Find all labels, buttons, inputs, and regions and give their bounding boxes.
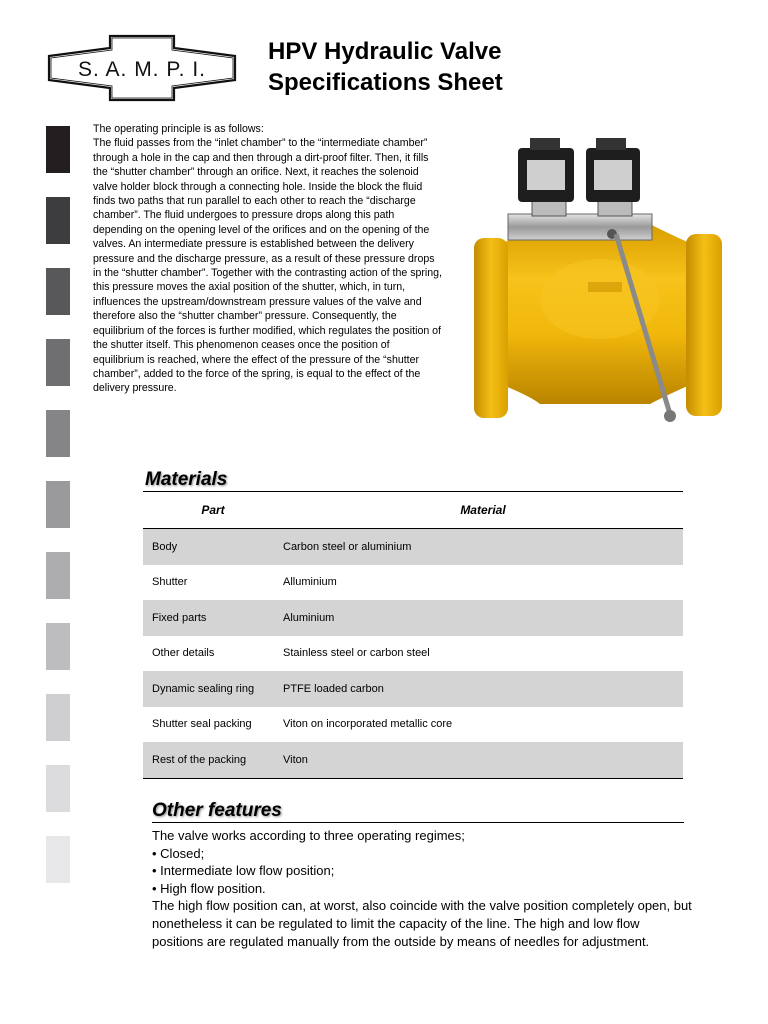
side-stripe (46, 623, 70, 670)
table-header-row (143, 492, 683, 529)
table-row (143, 671, 683, 707)
col-part-header: Part (143, 492, 283, 529)
side-stripe (46, 268, 70, 315)
table-row (143, 742, 683, 778)
logo-text: S. A. M. P. I. (78, 58, 206, 81)
side-stripe (46, 765, 70, 812)
table-row (143, 600, 683, 636)
features-rule (152, 822, 684, 823)
part-cell: Body (143, 529, 283, 565)
valve-image (470, 134, 726, 430)
table-row (143, 707, 683, 743)
side-stripe (46, 836, 70, 883)
features-closing: The high flow position can, at worst, also coincide with the valve position completely open, but nonetheless it can be regulated to limit the capacity of the line. The high and low flow positions are regulated manually from the outside by means of needles for adjustment. (152, 898, 692, 949)
features-item-closed: • Closed; (152, 845, 205, 861)
col-material-header: Material (283, 492, 683, 529)
side-stripe (46, 339, 70, 386)
features-item-high-flow: • High flow position. (152, 880, 266, 896)
features-item-low-flow: • Intermediate low flow position; (152, 863, 335, 879)
table-row (143, 529, 683, 565)
material-cell: Aluminium (283, 600, 683, 636)
table-row (143, 636, 683, 672)
title-line-1: HPV Hydraulic Valve (268, 38, 502, 65)
table-row (143, 565, 683, 601)
material-cell: Viton (283, 742, 683, 778)
side-stripe (46, 694, 70, 741)
side-stripes (46, 126, 70, 907)
part-cell: Other details (152, 647, 215, 660)
materials-heading: Materials (145, 469, 228, 490)
intro-heading: The operating principle is as follows: (93, 123, 264, 135)
materials-table (143, 492, 683, 779)
sampi-logo (46, 34, 238, 102)
part-cell: Rest of the packing (143, 742, 283, 778)
title-line-2: Specifications Sheet (268, 69, 503, 96)
material-cell: PTFE loaded carbon (283, 671, 683, 707)
page-title (268, 36, 503, 98)
features-intro: The valve works according to three operating regimes; (152, 828, 465, 843)
part-cell: Shutter seal packing (152, 718, 252, 731)
material-cell: Stainless steel or carbon steel (283, 647, 430, 660)
material-cell: Carbon steel or aluminium (283, 529, 683, 565)
other-features-text (152, 827, 692, 950)
operating-principle-text (93, 122, 443, 396)
material-cell: Viton on incorporated metallic core (283, 718, 453, 731)
side-stripe (46, 197, 70, 244)
part-cell: Dynamic sealing ring (143, 671, 283, 707)
features-heading: Other features (152, 800, 282, 821)
side-stripe (46, 126, 70, 173)
material-cell: Alluminium (283, 576, 337, 589)
intro-body: The fluid passes from the “inlet chamber” to the “intermediate chamber” through a hole in the cap and then through a dirt-proof filter. Then, it fills the “shutter chamber” through an orifice. Next, it reaches the solenoid valve holder block through a connecting hole. Inside the block the fluid finds two paths that run parallel to each other to reach the “discharge chamber”. The fluid undergoes to pressure drops along this path depending on the opening level of the orifices and on the opening of the valves. An intermediate pressure is established between the delivery pressure and the discharge pressure, as a result of these pressure drops in the “shutter chamber”. Together with the contrasting action of the spring, this pressure moves the axial position of the shutter, which, in turn, influences the upstream/downstream pressure values of the valve and therefore also the “shutter chamber” pressure. Consequently, the equilibrium of the forces is further modified, which regulates the position of the shutter itself. This phenomenon ceases once the position of equilibrium is reached, where the effect of the pressure of the “shutter chamber”, added to the force of the spring, is equal to the effect of the delivery pressure. (93, 137, 442, 395)
side-stripe (46, 481, 70, 528)
side-stripe (46, 410, 70, 457)
part-cell: Shutter (152, 576, 188, 589)
side-stripe (46, 552, 70, 599)
part-cell: Fixed parts (143, 600, 283, 636)
